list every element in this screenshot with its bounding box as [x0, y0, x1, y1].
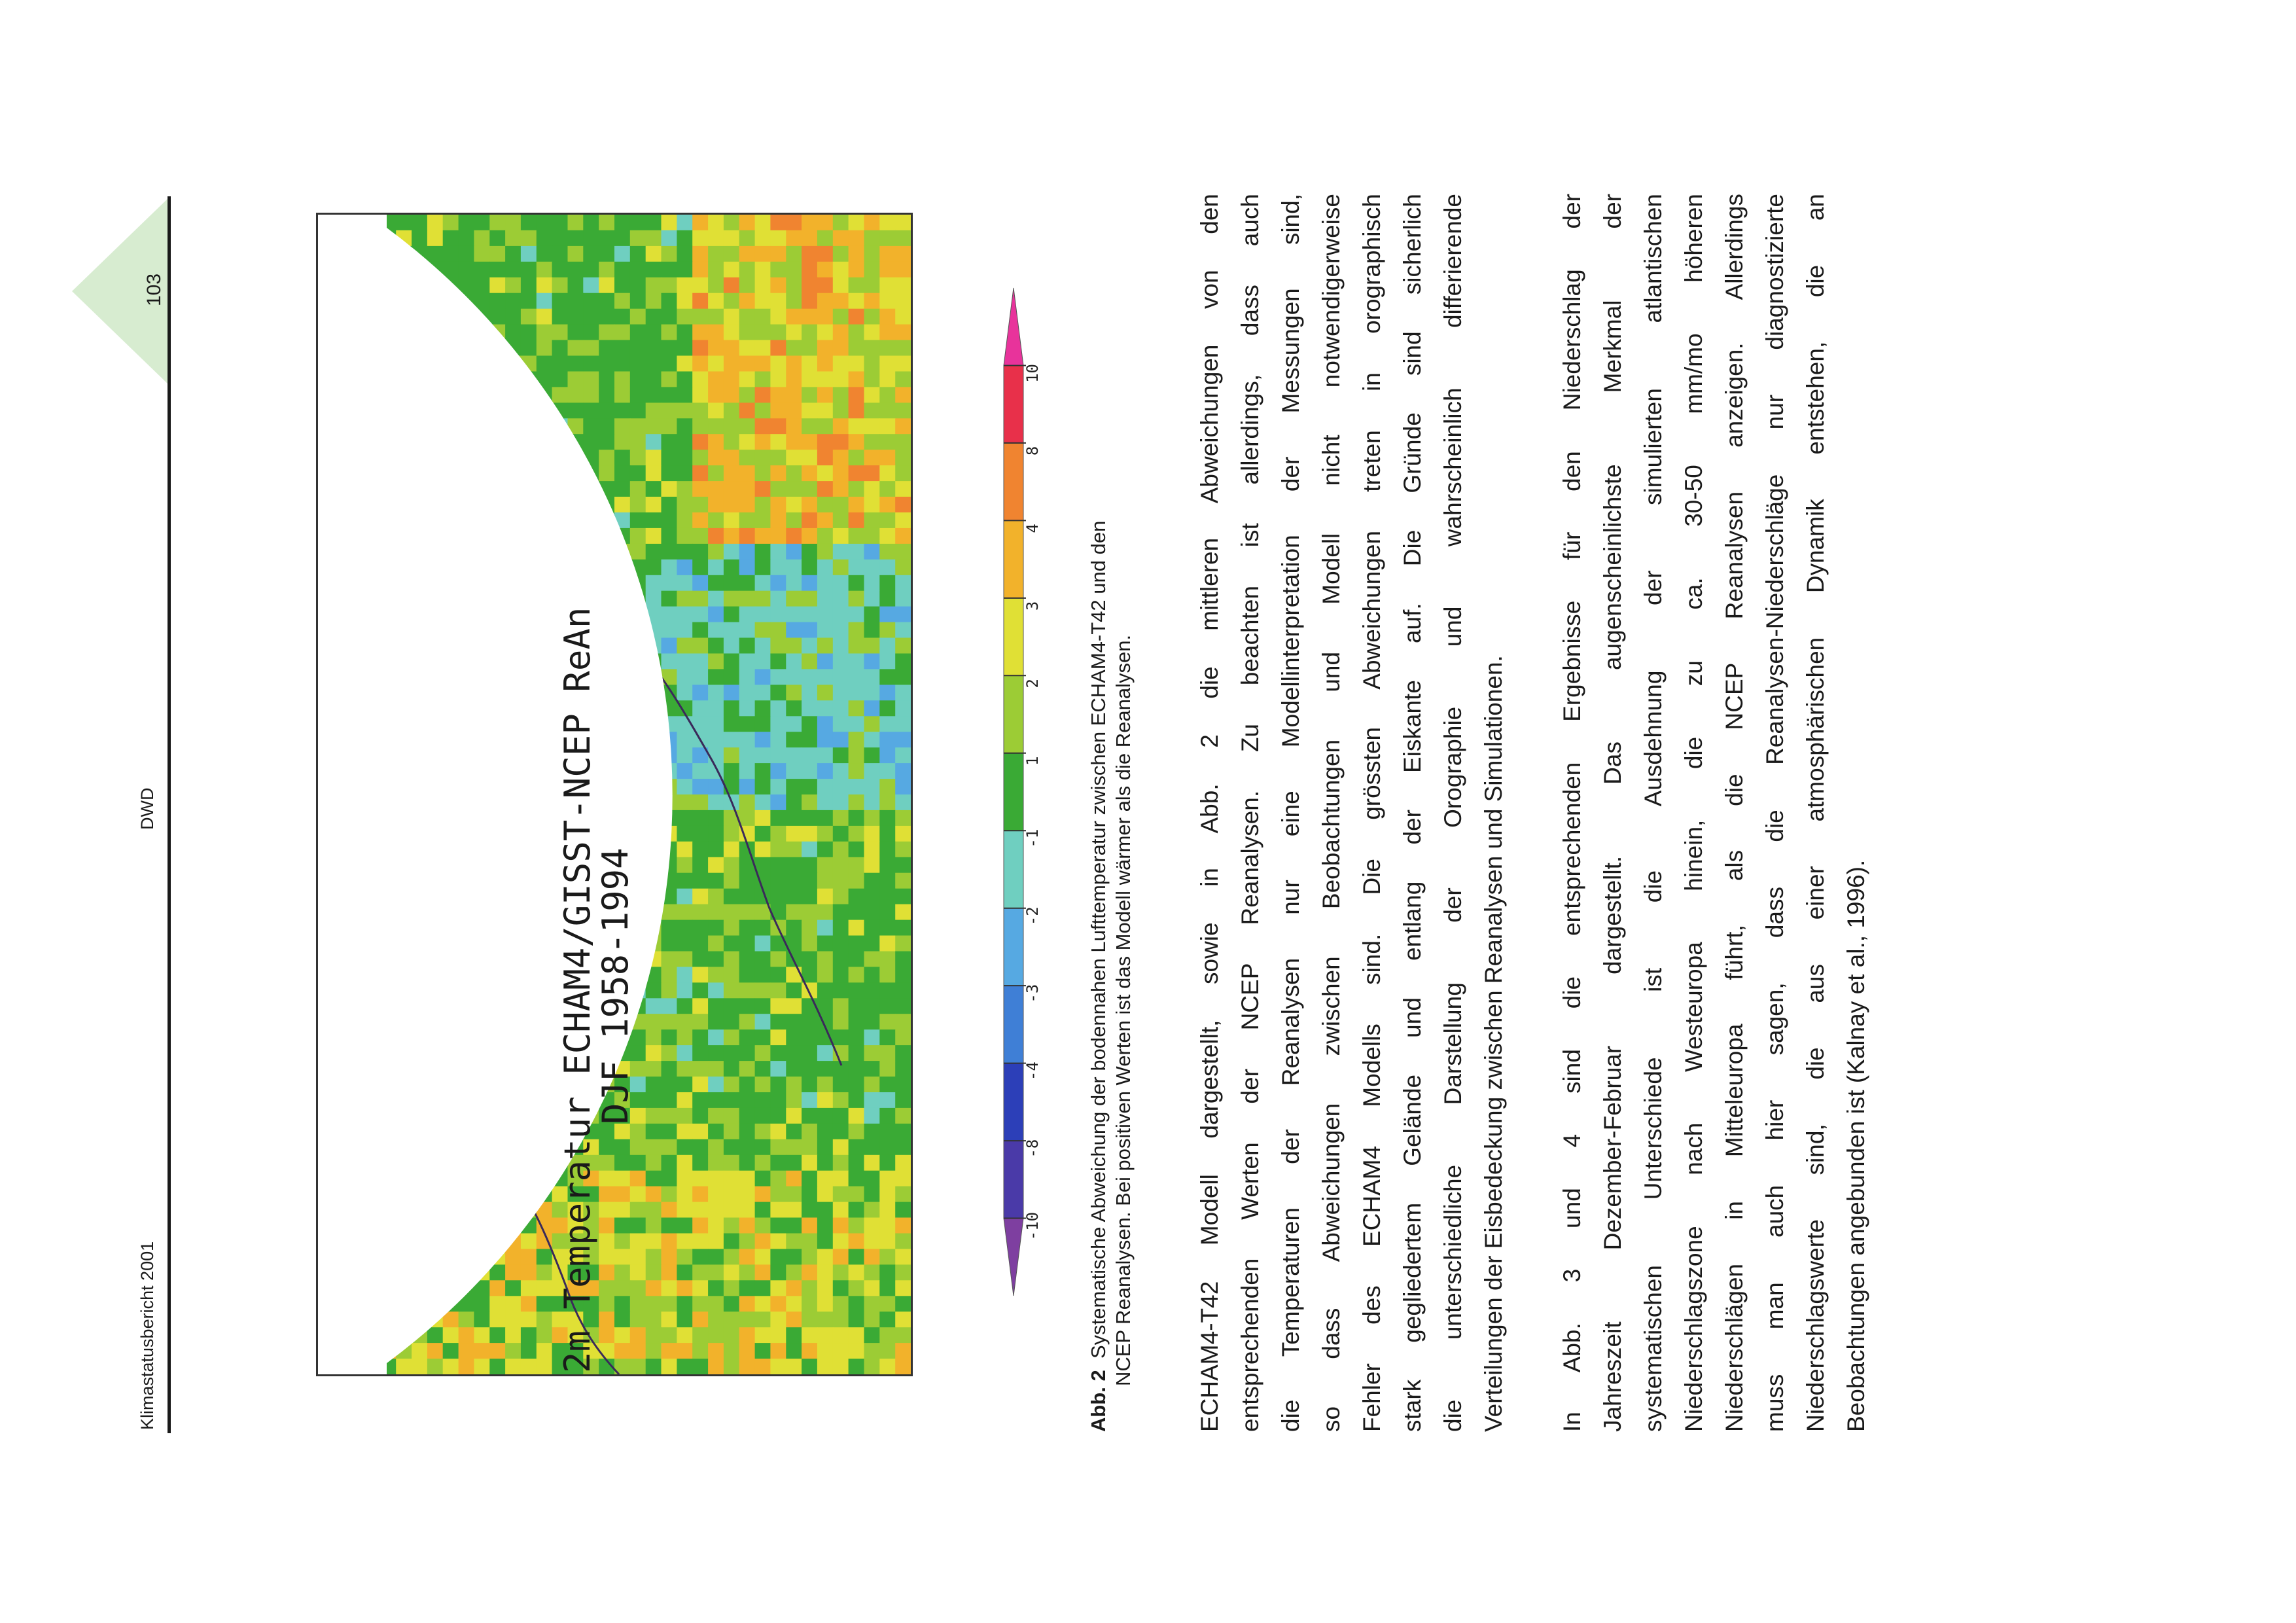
- legend-color-cell: [1004, 288, 1023, 365]
- figure-title-line1: 2m Temperatur ECHAM4/GISST-NCEP ReAn: [557, 607, 598, 1373]
- legend-color-cell: [1004, 1219, 1023, 1296]
- figure-title-line2: DJF 1958-1994: [595, 847, 636, 1124]
- header-rule: [168, 196, 171, 1433]
- para1-line: die Temperaturen der Reanalysen nur eine Modellinterpretation der Messungen sind,: [1277, 194, 1304, 1432]
- caption-label: Abb. 2: [1087, 1370, 1110, 1432]
- legend-tick-label: -10: [1023, 1211, 1042, 1241]
- body-paragraph-1: [1190, 194, 1514, 1432]
- para2-line: muss man auch hier sagen, dass die Reanalysen-Niederschläge nur diagnostizierte: [1761, 194, 1788, 1432]
- color-legend: [1001, 275, 1053, 1322]
- para1-line: Fehler des ECHAM4 Modells sind. Die grössten Abweichungen treten in orographisch: [1358, 194, 1385, 1432]
- legend-tick-label: -4: [1023, 1061, 1042, 1081]
- para1-line: ECHAM4-T42 Modell dargestellt, sowie in Abb. 2 die mittleren Abweichungen von den: [1196, 194, 1223, 1432]
- caption-line2: NCEP Reanalysen. Bei positiven Werten ist das Modell wärmer als die Reanalysen.: [1112, 634, 1135, 1386]
- para2-line: Niederschlagswerte sind, die aus einer atmosphärischen Dynamik entstehen, die an: [1802, 194, 1829, 1432]
- para2-line: systematischen Unterschiede ist die Ausdehnung der simulierten atlantischen: [1640, 194, 1667, 1432]
- figure-caption: [1086, 521, 1136, 1432]
- page-number: 103: [143, 273, 165, 306]
- para2-line: Beobachtungen angebunden ist (Kalnay et al., 1996).: [1843, 859, 1869, 1432]
- legend-color-cell: [1004, 986, 1023, 1063]
- para1-line: die unterschiedliche Darstellung der Orographie und wahrscheinlich differierende: [1439, 194, 1466, 1432]
- para1-line: so dass Abweichungen zwischen Beobachtungen und Modell nicht notwendigerweise: [1318, 194, 1345, 1432]
- caption-line1: Systematische Abweichung der bodennahen Lufttemperatur zwischen ECHAM4-T42 und den: [1087, 520, 1110, 1359]
- body-paragraph-2: [1552, 194, 1877, 1432]
- legend-tick-label: 8: [1023, 446, 1042, 456]
- legend-color-cell: [1004, 753, 1023, 830]
- legend-tick-label: -2: [1023, 906, 1042, 926]
- legend-tick-label: 3: [1023, 601, 1042, 611]
- temperature-bias-map: [316, 213, 913, 1376]
- legend-color-cell: [1004, 675, 1023, 753]
- legend-color-cell: [1004, 908, 1023, 986]
- running-header-publisher: DWD: [137, 787, 157, 830]
- legend-tick-label: 10: [1023, 364, 1042, 383]
- legend-tick-label: -3: [1023, 984, 1042, 1003]
- para2-line: Niederschlagszone nach Westeuropa hinein, die zu ca. 30-50 mm/mo höheren: [1680, 194, 1707, 1432]
- para2-line: In Abb. 3 und 4 sind die entsprechenden Ergebnisse für den Niederschlag der: [1559, 194, 1585, 1432]
- para2-line: Niederschlägen in Mitteleuropa führt, als die NCEP Reanalysen anzeigen. Allerdings: [1721, 194, 1748, 1432]
- legend-color-cell: [1004, 365, 1023, 442]
- legend-tick-label: -1: [1023, 829, 1042, 848]
- para2-line: Jahreszeit Dezember-Februar dargestellt. Das augenscheinlichste Merkmal der: [1599, 194, 1626, 1432]
- para1-line: stark gegliedertem Gelände und entlang der Eiskante auf. Die Gründe sind sicherlich: [1399, 194, 1426, 1432]
- legend-color-cell: [1004, 598, 1023, 675]
- legend-color-cell: [1004, 443, 1023, 520]
- legend-color-cell: [1004, 1063, 1023, 1141]
- legend-tick-label: 4: [1023, 524, 1042, 533]
- legend-tick-label: -8: [1023, 1139, 1042, 1158]
- legend-color-cell: [1004, 830, 1023, 908]
- running-header-title: Klimastatusbericht 2001: [137, 1241, 157, 1430]
- para1-line: entsprechenden Werten der NCEP Reanalysen. Zu beachten ist allerdings, dass auch: [1237, 194, 1263, 1432]
- legend-color-cell: [1004, 1141, 1023, 1218]
- para1-line: Verteilungen der Eisbedeckung zwischen Reanalysen und Simulationen.: [1480, 655, 1507, 1432]
- legend-color-cell: [1004, 520, 1023, 597]
- legend-tick-label: 1: [1023, 756, 1042, 766]
- legend-tick-label: 2: [1023, 679, 1042, 688]
